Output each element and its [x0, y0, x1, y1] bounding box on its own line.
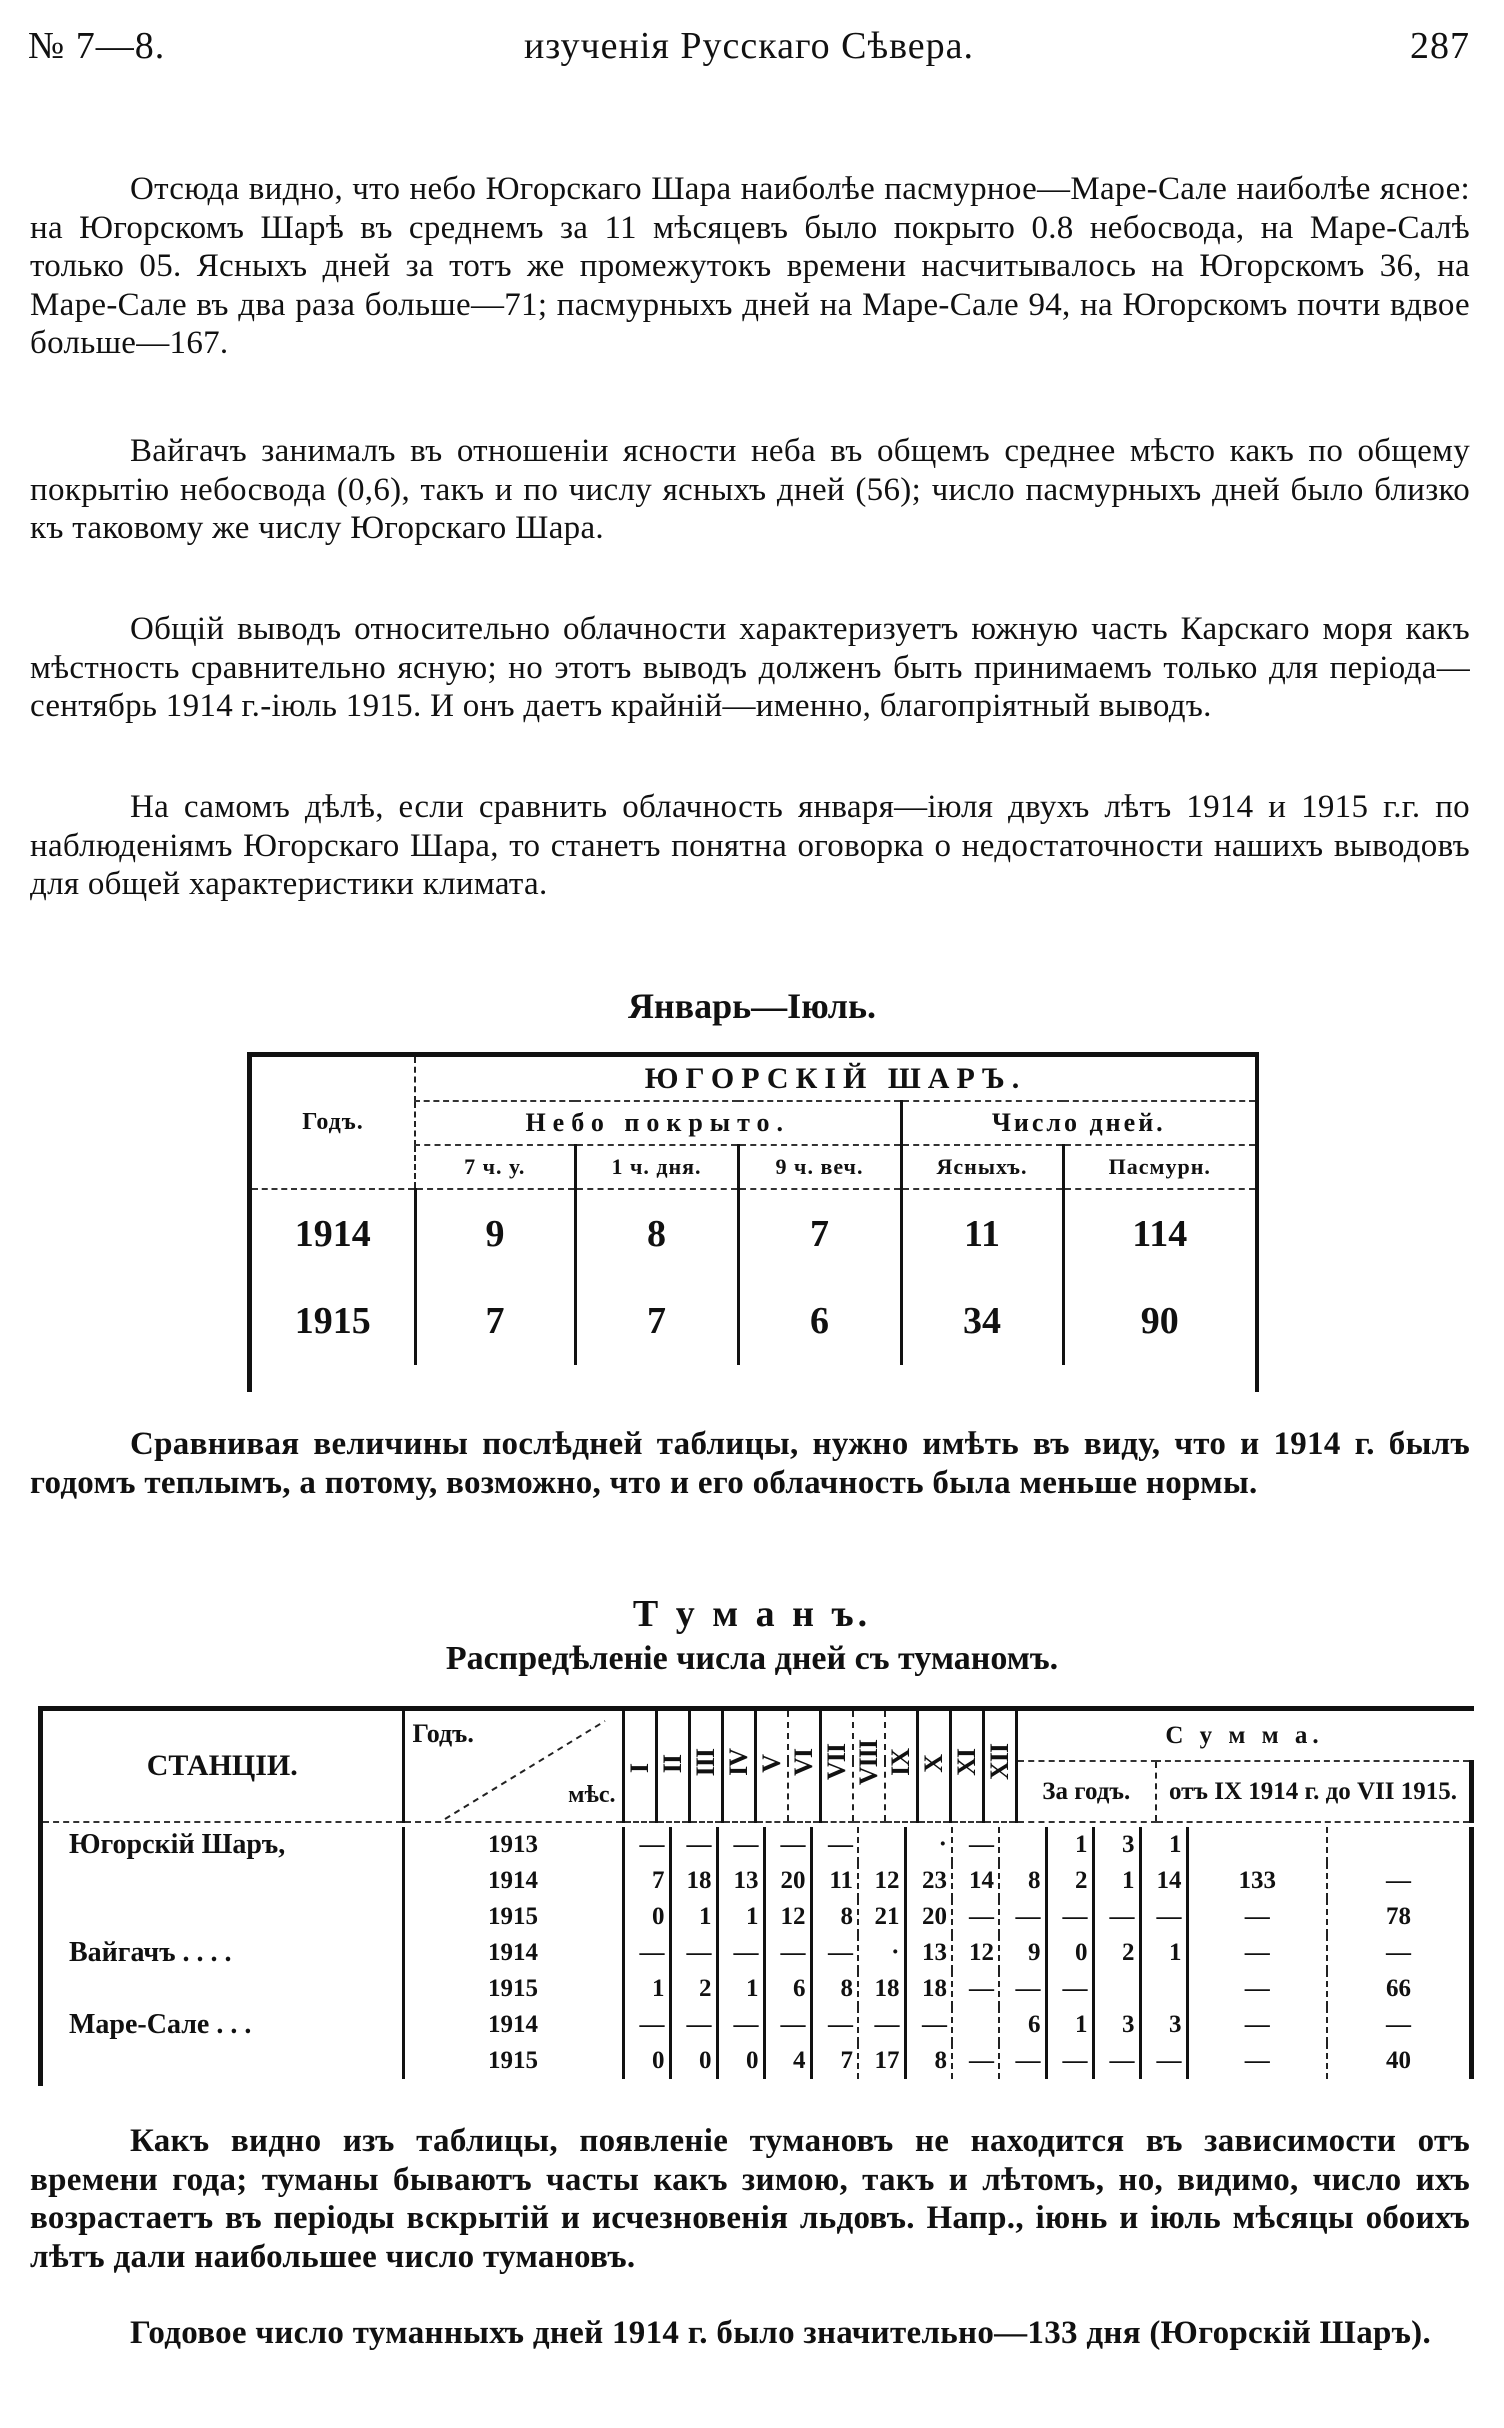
- month-value-cell: [1140, 1971, 1187, 2007]
- sum-period-cell: —: [1327, 1863, 1472, 1899]
- year-cell: 1914: [403, 1863, 623, 1899]
- table-row: [43, 2043, 1472, 2079]
- fog-table: [38, 1706, 1474, 2086]
- table-row: [43, 1971, 1472, 2007]
- month-value-cell: —: [1046, 2043, 1093, 2079]
- col-1pm: 1 ч. дня.: [575, 1145, 738, 1189]
- month-value-cell: 8: [811, 1899, 858, 1935]
- fog-section-subtitle: Распредѣленіе числа дней съ туманомъ.: [445, 1640, 1059, 1677]
- month-col: IX: [885, 1749, 915, 1776]
- month-value-cell: —: [811, 2007, 858, 2043]
- station-name: Югорскій Шаръ,: [69, 1829, 286, 1860]
- month-value-cell: —: [623, 1827, 670, 1863]
- month-value-cell: 4: [764, 2043, 811, 2079]
- running-title: изученія Русскаго Сѣвера.: [523, 25, 975, 67]
- station-name: [43, 1863, 403, 1899]
- sum-period-cell: 40: [1327, 2043, 1472, 2079]
- month-value-cell: 14: [1140, 1863, 1187, 1899]
- month-value-cell: —: [952, 1827, 999, 1863]
- sum-year-cell: —: [1187, 2043, 1327, 2079]
- month-value-cell: —: [764, 2007, 811, 2043]
- table-row: [43, 1935, 1472, 1971]
- sum-period-cell: 78: [1327, 1899, 1472, 1935]
- month-value-cell: 1: [717, 1899, 764, 1935]
- sum-year-cell: —: [1187, 1899, 1327, 1935]
- month-value-cell: 13: [905, 1935, 952, 1971]
- month-col: VI: [788, 1749, 818, 1776]
- month-col: IV: [723, 1749, 753, 1776]
- table-row: [252, 1277, 1255, 1365]
- month-value-cell: —: [623, 2007, 670, 2043]
- month-value-cell: —: [952, 1971, 999, 2007]
- month-value-cell: —: [811, 1935, 858, 1971]
- month-value-cell: 18: [858, 1971, 905, 2007]
- value-cell: 11: [901, 1189, 1063, 1277]
- paragraph-text: Вайгачъ занималъ въ отношеніи ясности неба въ общемъ среднее мѣсто какъ по общему покрытію небосвода (0,6), такъ и по числу ясныхъ дней (56); число пасмурныхъ дней было близко къ таковому же числу Югорскаго Шара.: [30, 433, 1470, 546]
- month-value-cell: 6: [764, 1971, 811, 2007]
- table-row: [43, 1863, 1472, 1899]
- closing-paragraph-1: [30, 2122, 1470, 2276]
- col-7am: 7 ч. у.: [415, 1145, 575, 1189]
- month-value-cell: —: [858, 2007, 905, 2043]
- month-value-cell: —: [999, 1899, 1046, 1935]
- month-value-cell: —: [999, 2043, 1046, 2079]
- year-cell: 1915: [294, 1300, 371, 1342]
- sum-year-cell: [1187, 1827, 1327, 1863]
- month-col: III: [690, 1748, 720, 1777]
- month-value-cell: 14: [952, 1863, 999, 1899]
- sum-year-cell: 133: [1187, 1863, 1327, 1899]
- month-value-cell: 8: [905, 2043, 952, 2079]
- month-value-cell: 1: [717, 1971, 764, 2007]
- sum-period-cell: —: [1327, 1935, 1472, 1971]
- month-value-cell: 1: [1140, 1935, 1187, 1971]
- month-value-cell: 7: [623, 1863, 670, 1899]
- month-value-cell: —: [1093, 2043, 1140, 2079]
- month-value-cell: 0: [623, 1899, 670, 1935]
- month-value-cell: 0: [717, 2043, 764, 2079]
- value-cell: 90: [1063, 1277, 1255, 1365]
- station-name: Вайгачъ . . . .: [69, 1937, 232, 1968]
- month-value-cell: 1: [1046, 2007, 1093, 2043]
- month-value-cell: —: [1046, 1899, 1093, 1935]
- month-value-cell: —: [670, 1935, 717, 1971]
- paragraph-text: Отсюда видно, что небо Югорскаго Шара наиболѣе пасмурное—Маре-Сале наиболѣе ясное: на Югорскомъ Шарѣ въ среднемъ за 11 мѣсяцевъ было покрыто 0.8 небосвода, на Маре-Салѣ только 05. Ясныхъ дней за тотъ же промежутокъ времени насчитывалось на Югорскомъ 36, на Маре-Сале въ два раза больше—71; пасмурныхъ дней на Маре-Сале 94, на Югорскомъ почти вдвое больше—167.: [30, 171, 1470, 361]
- month-value-cell: 3: [1093, 2007, 1140, 2043]
- table-row: [252, 1189, 1255, 1277]
- value-cell: 7: [415, 1277, 575, 1365]
- paragraph-text: На самомъ дѣлѣ, если сравнить облачность января—іюля двухъ лѣтъ 1914 и 1915 г.г. по наблюденіямъ Югорскаго Шара, то станетъ понятна оговорка о недостаточности нашихъ выводовъ для общей характеристики климата.: [30, 789, 1470, 902]
- month-value-cell: 1: [623, 1971, 670, 2007]
- month-value-cell: [858, 1827, 905, 1863]
- month-value-cell: ·: [858, 1935, 905, 1971]
- month-value-cell: [999, 1827, 1046, 1863]
- month-value-cell: [952, 2007, 999, 2043]
- month-col: V: [756, 1755, 786, 1773]
- table-row: [43, 1827, 1472, 1863]
- month-value-cell: 20: [764, 1863, 811, 1899]
- sum-period-cell: 66: [1327, 1971, 1472, 2007]
- month-value-cell: 18: [670, 1863, 717, 1899]
- month-value-cell: 1: [670, 1899, 717, 1935]
- month-header: мѣс.: [568, 1782, 616, 1808]
- station-header: ЮГОРСКІЙ ШАРЪ.: [415, 1057, 1255, 1101]
- sum-year-cell: —: [1187, 1935, 1327, 1971]
- month-value-cell: 1: [1046, 1827, 1093, 1863]
- month-col: X: [918, 1755, 948, 1773]
- value-cell: 6: [738, 1277, 901, 1365]
- year-cell: 1914: [294, 1212, 371, 1255]
- month-value-cell: 2: [670, 1971, 717, 2007]
- cloud-table: [247, 1052, 1259, 1392]
- fog-table-body: [43, 1827, 1474, 2079]
- closing-paragraph-2: [30, 2314, 1470, 2353]
- month-col: I: [624, 1763, 654, 1773]
- paragraph-text: Годовое число туманныхъ дней 1914 г. было значительно—133 дня (Югорскій Шаръ).: [130, 2315, 1432, 2351]
- year-cell: 1914: [403, 2007, 623, 2043]
- month-value-cell: 21: [858, 1899, 905, 1935]
- year-cell: 1915: [403, 2043, 623, 2079]
- sky-covered-header: Небо покрыто.: [415, 1101, 901, 1145]
- month-value-cell: 12: [952, 1935, 999, 1971]
- value-cell: 34: [901, 1277, 1063, 1365]
- month-col: XII: [984, 1744, 1014, 1781]
- month-value-cell: —: [764, 1935, 811, 1971]
- sum-year-header: За годъ.: [1016, 1761, 1156, 1822]
- page-number: 287: [1410, 25, 1470, 67]
- station-name: Маре-Сале . . .: [69, 2009, 252, 2040]
- value-cell: 8: [575, 1189, 738, 1277]
- year-cell: 1915: [403, 1971, 623, 2007]
- month-value-cell: 18: [905, 1971, 952, 2007]
- month-value-cell: —: [670, 1827, 717, 1863]
- year-cell: 1913: [403, 1827, 623, 1863]
- table-row: [43, 1899, 1472, 1935]
- month-col: VII: [821, 1744, 851, 1781]
- table-row: [43, 2007, 1472, 2043]
- sum-period-cell: [1327, 1827, 1472, 1863]
- month-value-cell: —: [1046, 1971, 1093, 2007]
- sum-year-cell: —: [1187, 1971, 1327, 2007]
- fog-section-title: Т у м а н ъ.: [632, 1593, 872, 1635]
- month-value-cell: 1: [1140, 1827, 1187, 1863]
- year-cell: 1914: [403, 1935, 623, 1971]
- month-col: VIII: [853, 1739, 883, 1786]
- month-value-cell: 11: [811, 1863, 858, 1899]
- col-overcast: Пасмурн.: [1063, 1145, 1255, 1189]
- month-value-cell: 20: [905, 1899, 952, 1935]
- month-value-cell: —: [1140, 1899, 1187, 1935]
- station-name: [43, 1899, 403, 1935]
- month-value-cell: —: [670, 2007, 717, 2043]
- paragraph-3: [30, 610, 1470, 726]
- page-header: [28, 24, 1470, 74]
- month-value-cell: 0: [623, 2043, 670, 2079]
- month-value-cell: 6: [999, 2007, 1046, 2043]
- month-value-cell: 0: [1046, 1935, 1093, 1971]
- cloud-table-caption: Январь—Іюль.: [627, 986, 877, 1026]
- month-col: II: [657, 1754, 687, 1773]
- month-value-cell: 2: [1093, 1935, 1140, 1971]
- month-value-cell: —: [905, 2007, 952, 2043]
- days-count-header: Число дней.: [901, 1101, 1255, 1145]
- month-value-cell: 7: [811, 2043, 858, 2079]
- month-value-cell: —: [999, 1971, 1046, 2007]
- paragraph-text: Сравнивая величины послѣдней таблицы, нужно имѣть въ виду, что и 1914 г. былъ годомъ теплымъ, а потому, возможно, что и его облачность была меньше нормы.: [30, 1426, 1470, 1501]
- month-value-cell: —: [1140, 2043, 1187, 2079]
- month-value-cell: —: [717, 1935, 764, 1971]
- sum-header: С у м м а.: [1016, 1711, 1472, 1761]
- month-value-cell: —: [717, 1827, 764, 1863]
- month-value-cell: 8: [999, 1863, 1046, 1899]
- month-value-cell: —: [952, 2043, 999, 2079]
- month-value-cell: 13: [717, 1863, 764, 1899]
- paragraph-text: Какъ видно изъ таблицы, появленіе тумановъ не находится въ зависимости отъ времени года; туманы бываютъ часты какъ зимою, такъ и лѣтомъ, но, видимо, число ихъ возрастаетъ въ періоды вскрытій и исчезновенія льдовъ. Напр., іюнь и іюль мѣсяцы обоихъ лѣтъ дали наибольшее число тумановъ.: [30, 2123, 1470, 2275]
- issue-number: № 7—8.: [28, 25, 166, 67]
- month-value-cell: 12: [764, 1899, 811, 1935]
- month-value-cell: 3: [1140, 2007, 1187, 2043]
- month-value-cell: 17: [858, 2043, 905, 2079]
- year-header: Годъ.: [252, 1057, 415, 1189]
- col-9pm: 9 ч. веч.: [738, 1145, 901, 1189]
- month-value-cell: 1: [1093, 1863, 1140, 1899]
- month-value-cell: 12: [858, 1863, 905, 1899]
- month-value-cell: ·: [905, 1827, 952, 1863]
- year-header: Годъ.: [412, 1719, 474, 1748]
- value-cell: 114: [1063, 1189, 1255, 1277]
- sum-year-cell: —: [1187, 2007, 1327, 2043]
- month-value-cell: [1093, 1971, 1140, 2007]
- sum-period-header: отъ IX 1914 г. до VII 1915.: [1156, 1761, 1472, 1822]
- month-value-cell: —: [952, 1899, 999, 1935]
- value-cell: 9: [415, 1189, 575, 1277]
- year-month-header: [403, 1711, 623, 1822]
- year-cell: 1915: [403, 1899, 623, 1935]
- month-value-cell: 23: [905, 1863, 952, 1899]
- month-value-cell: —: [623, 1935, 670, 1971]
- value-cell: 7: [738, 1189, 901, 1277]
- month-value-cell: —: [764, 1827, 811, 1863]
- station-header: СТАНЦІИ.: [43, 1711, 403, 1822]
- month-value-cell: —: [1093, 1899, 1140, 1935]
- station-name: [43, 2043, 403, 2079]
- paragraph-text: Общій выводъ относительно облачности характеризуетъ южную часть Карскаго моря какъ мѣстность сравнительно ясную; но этотъ выводъ долженъ быть принимаемъ только для періода—сентябрь 1914 г.-іюль 1915. И онъ даетъ крайній—именно, благопріятный выводъ.: [30, 611, 1470, 724]
- paragraph-4: [30, 788, 1470, 904]
- month-value-cell: —: [717, 2007, 764, 2043]
- paragraph-1: [30, 170, 1470, 363]
- paragraph-after-cloud-table: [30, 1425, 1470, 1502]
- col-clear: Ясныхъ.: [901, 1145, 1063, 1189]
- sum-period-cell: —: [1327, 2007, 1472, 2043]
- month-value-cell: 8: [811, 1971, 858, 2007]
- paragraph-2: [30, 432, 1470, 548]
- month-value-cell: 2: [1046, 1863, 1093, 1899]
- month-col: XI: [951, 1749, 981, 1776]
- month-value-cell: 0: [670, 2043, 717, 2079]
- month-value-cell: 9: [999, 1935, 1046, 1971]
- month-value-cell: —: [811, 1827, 858, 1863]
- value-cell: 7: [575, 1277, 738, 1365]
- station-name: [43, 1971, 403, 2007]
- month-value-cell: 3: [1093, 1827, 1140, 1863]
